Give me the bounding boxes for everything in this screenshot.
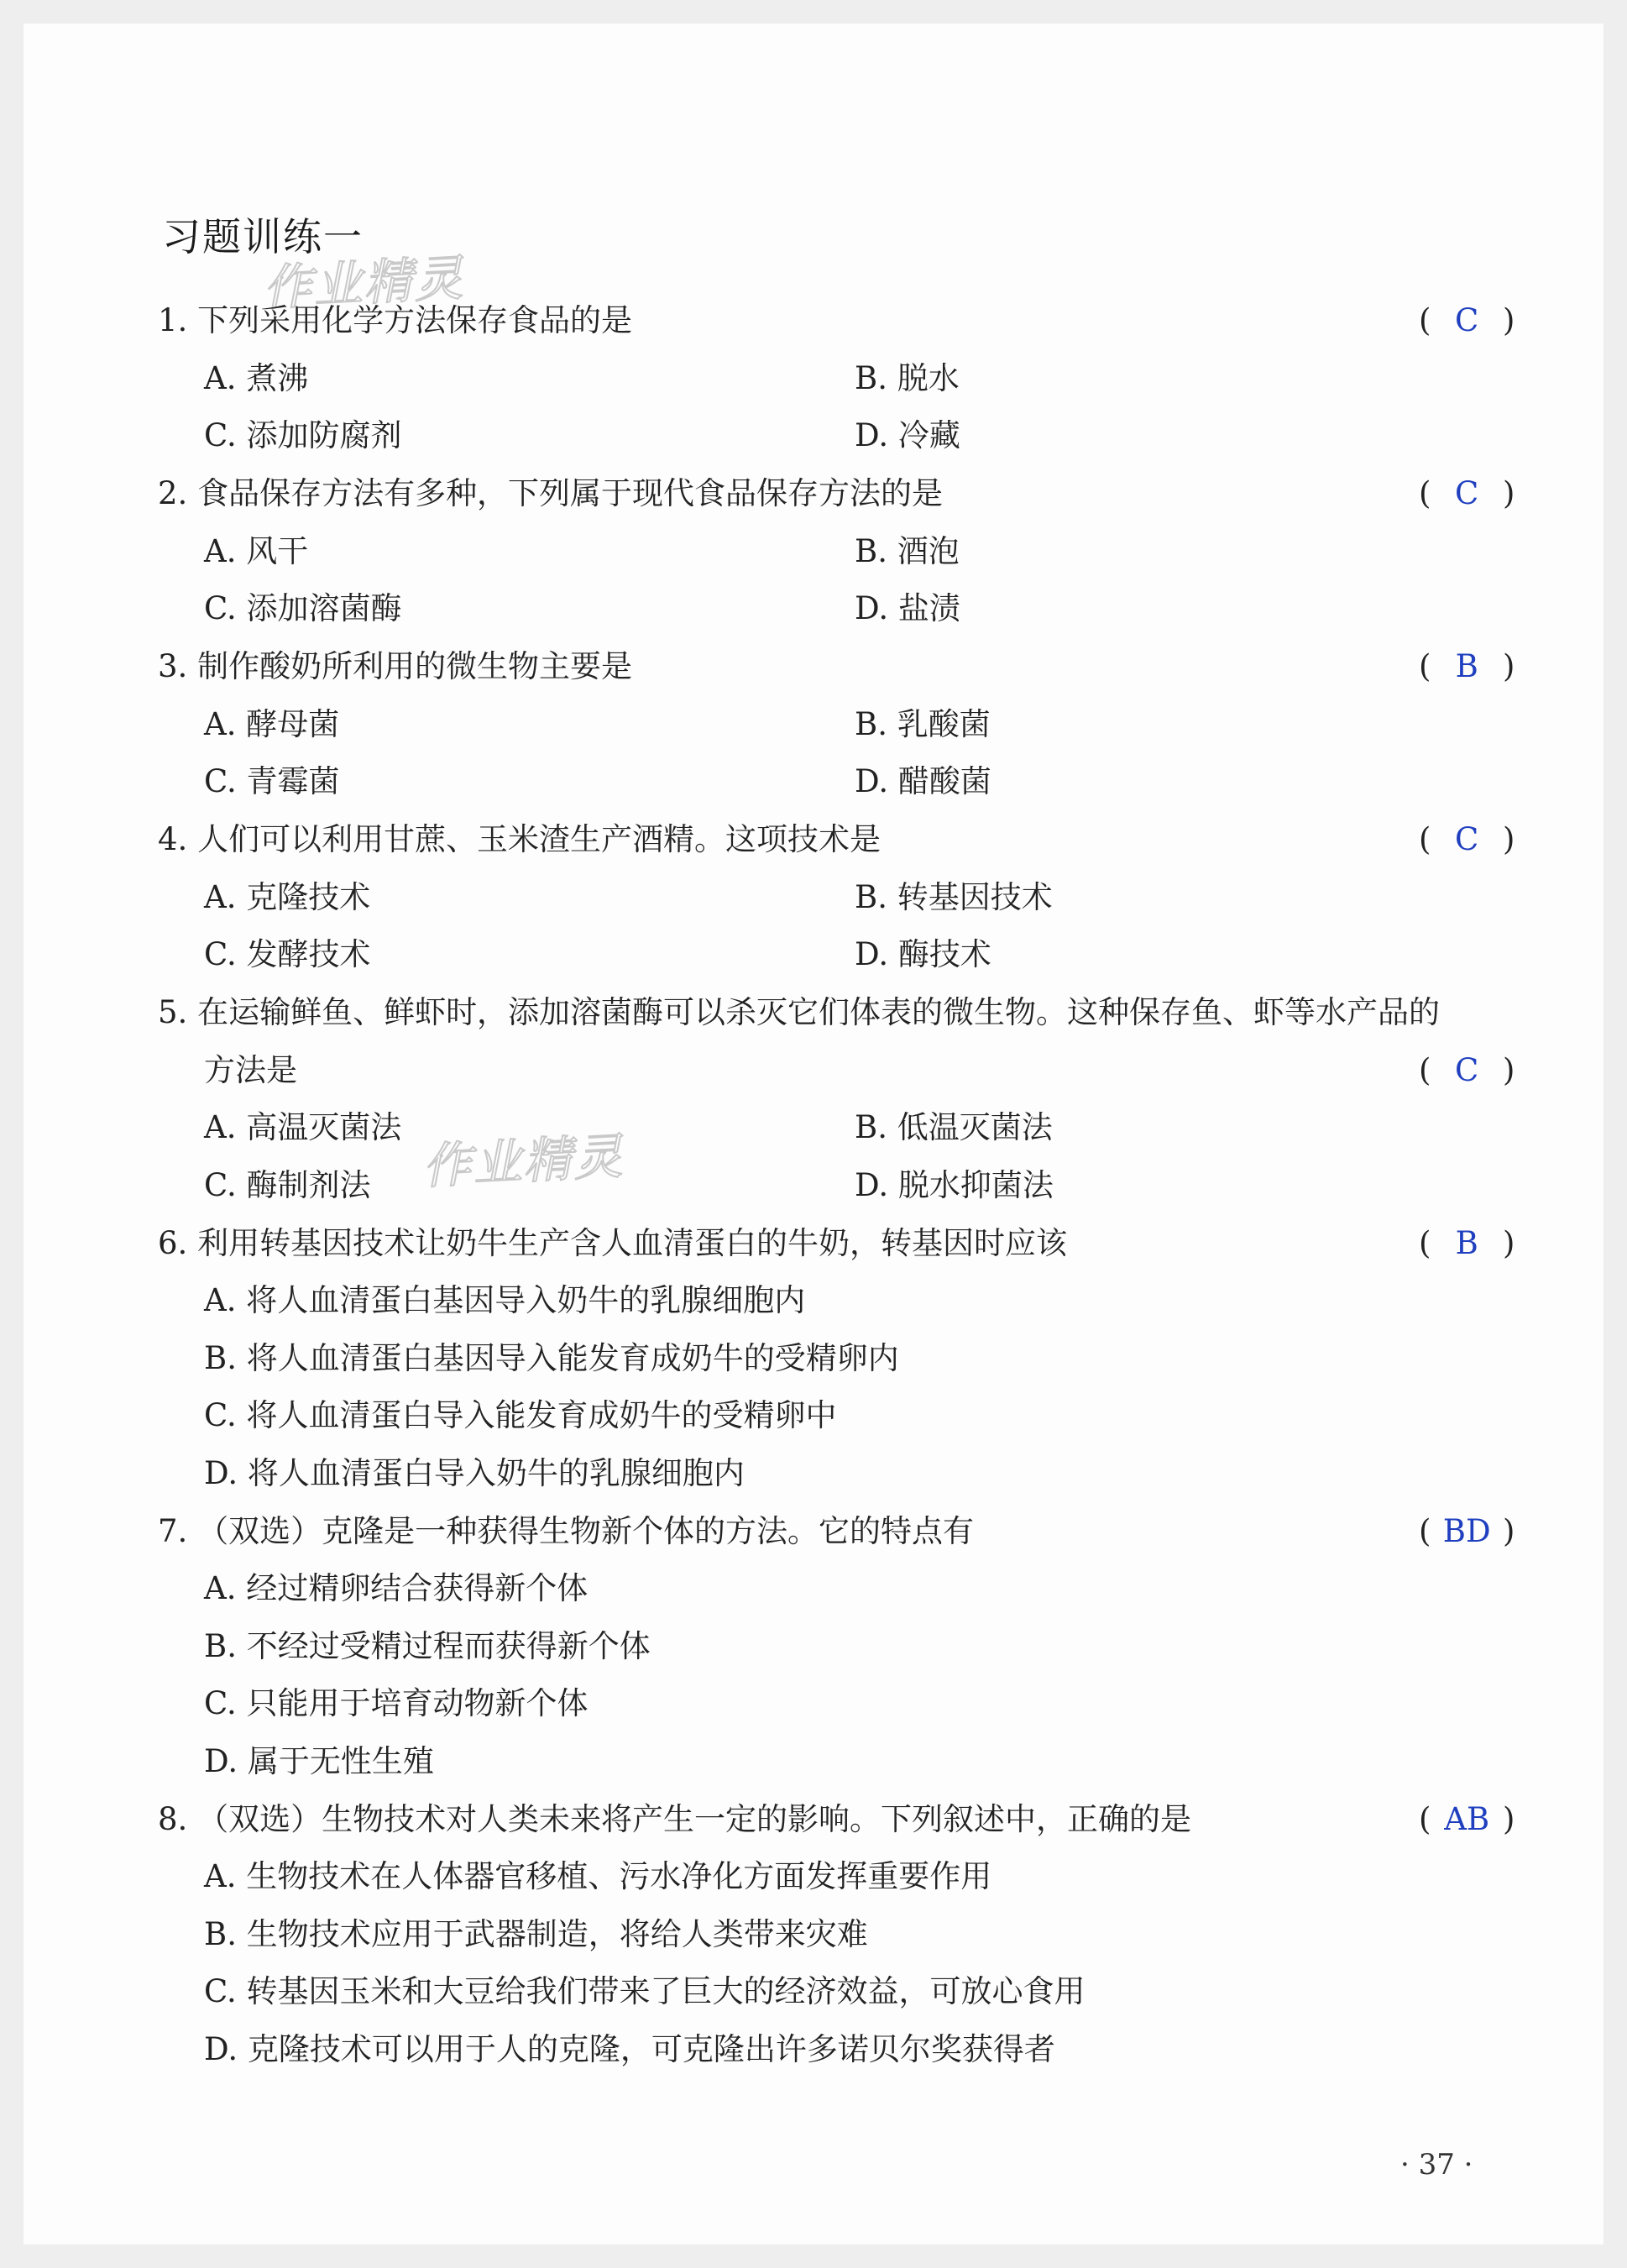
question-5-stem-continued: 方法是 — [204, 1052, 297, 1088]
answer-letter: C — [1455, 1052, 1479, 1088]
question-2-option-d: D. 盐渍 — [855, 590, 960, 626]
question-1-option-c: C. 添加防腐剂 — [204, 417, 402, 453]
question-3-stem: 3. 制作酸奶所利用的微生物主要是 — [158, 648, 633, 684]
question-5-option-d: D. 脱水抑菌法 — [855, 1167, 1054, 1203]
question-2-option-a: A. 风干 — [204, 533, 309, 569]
question-1-option-b: B. 脱水 — [855, 360, 960, 396]
question-6-option-c: C. 将人血清蛋白导入能发育成奶牛的受精卵中 — [204, 1397, 837, 1433]
question-1-stem: 1. 下列采用化学方法保存食品的是 — [158, 302, 633, 338]
question-1-answer: ( C ) — [1419, 301, 1515, 341]
question-2-stem: 2. 食品保存方法有多种，下列属于现代食品保存方法的是 — [158, 475, 944, 511]
answer-letter: BD — [1442, 1513, 1491, 1549]
question-1-option-a: A. 煮沸 — [204, 360, 309, 396]
worksheet-page — [24, 24, 1603, 2244]
question-8-stem: 8. （双选）生物技术对人类未来将产生一定的影响。下列叙述中，正确的是 — [158, 1801, 1192, 1837]
question-7-option-b: B. 不经过受精过程而获得新个体 — [204, 1628, 651, 1664]
question-6-option-b: B. 将人血清蛋白基因导入能发育成奶牛的受精卵内 — [204, 1340, 899, 1376]
question-8-option-a: A. 生物技术在人体器官移植、污水净化方面发挥重要作用 — [204, 1858, 992, 1894]
question-2-option-c: C. 添加溶菌酶 — [204, 590, 402, 626]
watermark: 作业精灵 — [421, 1127, 625, 1196]
page-number: · 37 · — [1400, 2148, 1473, 2182]
question-5-answer: ( C ) — [1419, 1050, 1515, 1091]
watermark: 作业精灵 — [261, 249, 466, 317]
question-2-answer: ( C ) — [1419, 474, 1515, 514]
question-3-option-b: B. 乳酸菌 — [855, 706, 991, 742]
question-3-option-d: D. 醋酸菌 — [855, 763, 991, 799]
question-4-stem: 4. 人们可以利用甘蔗、玉米渣生产酒精。这项技术是 — [158, 821, 882, 857]
question-3-option-c: C. 青霉菌 — [204, 763, 340, 799]
question-8-option-b: B. 生物技术应用于武器制造，将给人类带来灾难 — [204, 1916, 868, 1952]
answer-letter: B — [1455, 1225, 1478, 1261]
question-8-option-d: D. 克隆技术可以用于人的克隆，可克隆出许多诺贝尔奖获得者 — [204, 2031, 1055, 2067]
question-1-option-d: D. 冷藏 — [855, 417, 960, 453]
question-3-answer: ( B ) — [1419, 647, 1515, 687]
answer-letter: C — [1455, 302, 1479, 338]
question-5-option-c: C. 酶制剂法 — [204, 1167, 371, 1203]
answer-letter: C — [1455, 475, 1479, 511]
answer-letter: B — [1455, 648, 1478, 684]
question-7-answer: ( BD ) — [1419, 1511, 1515, 1552]
question-3-option-a: A. 酵母菌 — [204, 706, 340, 742]
question-4-option-d: D. 酶技术 — [855, 936, 991, 972]
question-5-option-b: B. 低温灭菌法 — [855, 1109, 1053, 1145]
question-8-option-c: C. 转基因玉米和大豆给我们带来了巨大的经济效益，可放心食用 — [204, 1973, 1086, 2009]
question-8-answer: ( AB ) — [1419, 1799, 1515, 1840]
question-6-stem: 6. 利用转基因技术让奶牛生产含人血清蛋白的牛奶，转基因时应该 — [158, 1225, 1068, 1261]
question-4-option-b: B. 转基因技术 — [855, 879, 1053, 915]
question-7-option-a: A. 经过精卵结合获得新个体 — [204, 1570, 589, 1606]
question-4-option-a: A. 克隆技术 — [204, 879, 371, 915]
question-5-option-a: A. 高温灭菌法 — [204, 1109, 402, 1145]
question-2-option-b: B. 酒泡 — [855, 533, 960, 569]
question-6-option-a: A. 将人血清蛋白基因导入奶牛的乳腺细胞内 — [204, 1282, 806, 1318]
question-7-option-d: D. 属于无性生殖 — [204, 1743, 434, 1779]
question-4-answer: ( C ) — [1419, 820, 1515, 860]
question-7-stem: 7. （双选）克隆是一种获得生物新个体的方法。它的特点有 — [158, 1513, 975, 1549]
question-7-option-c: C. 只能用于培育动物新个体 — [204, 1685, 589, 1721]
answer-letter: C — [1455, 821, 1479, 857]
exercise-title: 习题训练一 — [162, 214, 364, 259]
answer-letter: AB — [1444, 1801, 1490, 1837]
question-6-option-d: D. 将人血清蛋白导入奶牛的乳腺细胞内 — [204, 1455, 745, 1491]
question-5-stem: 5. 在运输鲜鱼、鲜虾时，添加溶菌酶可以杀灭它们体表的微生物。这种保存鱼、虾等水产品的 — [158, 994, 1441, 1030]
question-4-option-c: C. 发酵技术 — [204, 936, 371, 972]
question-6-answer: ( B ) — [1419, 1223, 1515, 1264]
